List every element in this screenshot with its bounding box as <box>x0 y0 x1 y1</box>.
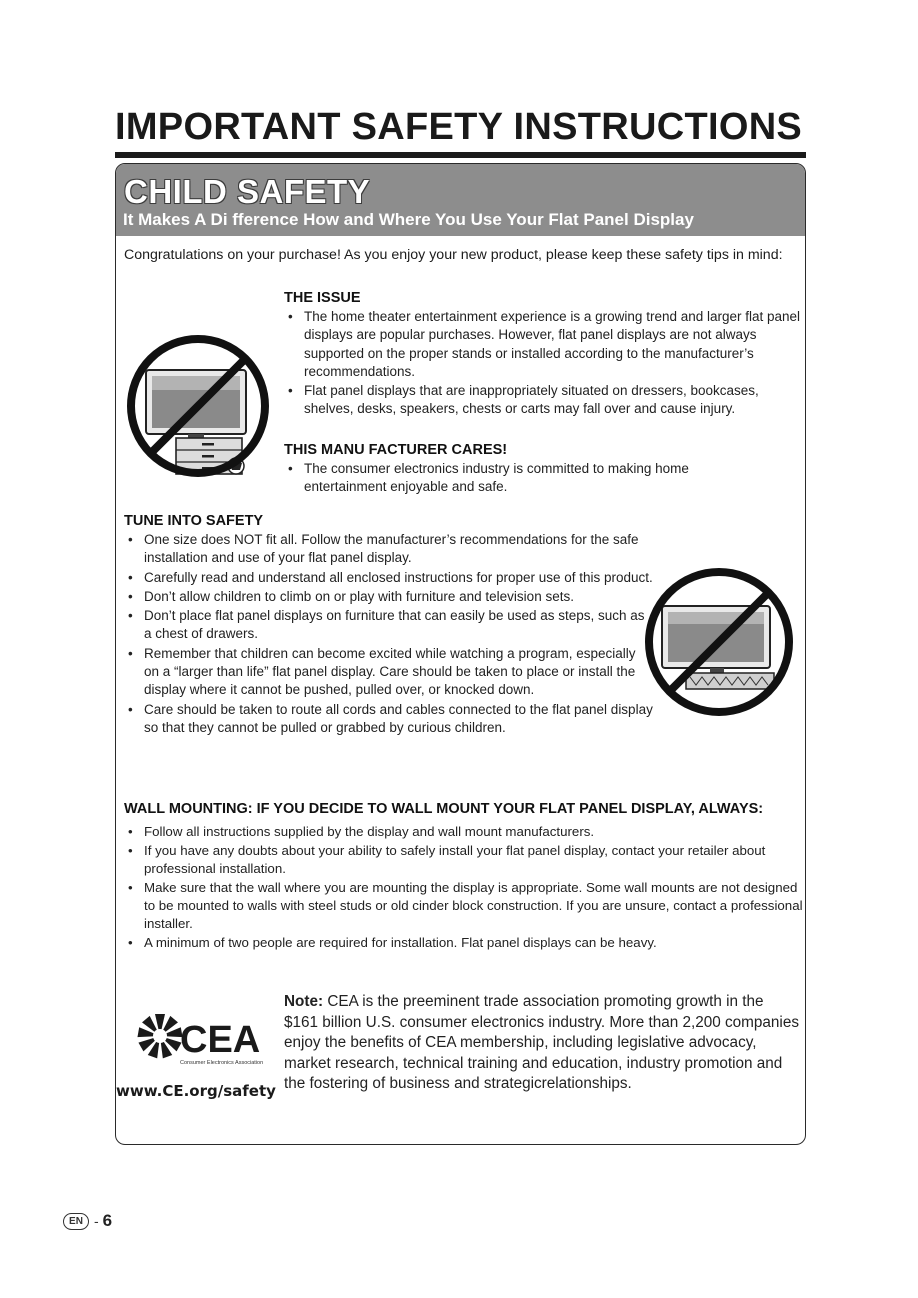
section-subtitle: It Makes A Di fference How and Where You Use Your Flat Panel Display <box>123 210 694 229</box>
intro-text: Congratulations on your purchase! As you enjoy your new product, please keep these safety tips in mind: <box>124 247 783 263</box>
page-footer <box>63 1211 112 1231</box>
list-item: • Flat panel displays that are inappropriately situated on dressers, bookcases, shelves, desks, speakers, chests or carts may fall over and cause injury. <box>284 382 802 419</box>
cea-note <box>284 992 799 1095</box>
the-issue-section <box>284 290 802 420</box>
note-text: CEA is the preeminent trade association promoting growth in the $161 billion U.S. consumer electronics industry. More than 2,200 companies enjoy the benefits of CEA membership, including legislative advocacy, market research, technical training and education, industry promotion and the fostering of business and strategicrelationships. <box>284 993 799 1092</box>
child-safety-panel <box>115 163 806 1145</box>
manufacturer-cares-section <box>284 442 754 498</box>
cea-logo-subtext: Consumer Electronics Association <box>180 1060 264 1066</box>
list-item: • One size does NOT fit all. Follow the manufacturer’s recommendations for the safe installation and use of your flat panel display. <box>124 531 654 568</box>
no-tv-on-stand-icon <box>638 566 800 718</box>
page-number: 6 <box>102 1211 113 1230</box>
section-banner <box>116 164 805 236</box>
tune-into-safety-heading: TUNE INTO SAFETY <box>124 513 264 529</box>
list-item: • Carefully read and understand all enclosed instructions for proper use of this product. <box>124 569 654 587</box>
wall-mounting-section <box>124 800 804 953</box>
the-issue-list <box>284 308 802 419</box>
language-badge: EN <box>63 1213 89 1230</box>
list-item: • The home theater entertainment experience is a growing trend and larger flat panel displays are popular purchases. However, flat panel displays are not always supported on the proper stands or installed according to the manufacturer’s recommendations. <box>284 308 802 381</box>
tune-into-safety-section <box>124 513 654 738</box>
manufacturer-cares-heading: THIS MANU FACTURER CARES! <box>284 442 508 458</box>
list-item: • If you have any doubts about your ability to safely install your flat panel display, contact your retailer about professional installation. <box>124 842 804 878</box>
list-item: • The consumer electronics industry is committed to making home entertainment enjoyable and safe. <box>284 460 754 497</box>
footer-separator: - <box>94 1213 99 1229</box>
list-item: • Remember that children can become excited while watching a program, especially on a “larger than life” flat panel display. Care should be taken to place or install the display where it cannot be pushed, pulled over, or knocked down. <box>124 645 654 700</box>
tune-into-safety-list <box>124 531 654 737</box>
wall-mounting-list <box>124 823 804 952</box>
list-item: • Don’t allow children to climb on or play with furniture and television sets. <box>124 588 654 606</box>
page-title: IMPORTANT SAFETY INSTRUCTIONS <box>115 106 803 148</box>
list-item: • Don’t place flat panel displays on furniture that can easily be used as steps, such as a chest of drawers. <box>124 607 654 644</box>
cea-safety-link[interactable]: www.CE.org/safety <box>116 1082 276 1100</box>
list-item: • A minimum of two people are required for installation. Flat panel displays can be heavy. <box>124 934 804 952</box>
cea-logo-text: CEA <box>180 1019 261 1061</box>
manufacturer-cares-list <box>284 460 754 497</box>
no-tv-on-dresser-icon <box>124 332 272 480</box>
list-item: • Make sure that the wall where you are mounting the display is appropriate. Some wall mounts are not designed to be mounted to walls with steel studs or old cinder block construction. If you are unsure, contact a professional installer. <box>124 879 804 933</box>
wall-mounting-heading: WALL MOUNTING: IF YOU DECIDE TO WALL MOUNT YOUR FLAT PANEL DISPLAY, ALWAYS: <box>124 801 764 817</box>
the-issue-heading: THE ISSUE <box>284 290 361 306</box>
note-label: Note: <box>284 993 324 1010</box>
cea-logo <box>118 1002 280 1082</box>
list-item: • Follow all instructions supplied by the display and wall mount manufacturers. <box>124 823 804 841</box>
list-item: • Care should be taken to route all cords and cables connected to the flat panel display so that they cannot be pulled or grabbed by curious children. <box>124 701 654 738</box>
title-rule <box>115 152 806 158</box>
section-title: CHILD SAFETY <box>124 173 371 210</box>
